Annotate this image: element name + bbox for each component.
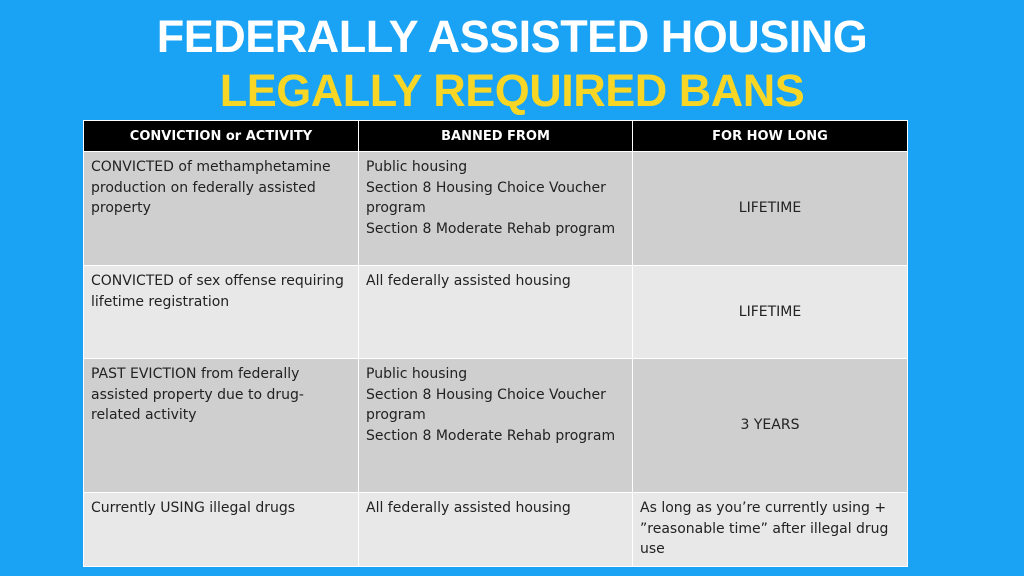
banned-from-item: All federally assisted housing <box>366 273 571 289</box>
banned-from-item: Public housing <box>366 366 468 382</box>
banned-from-cell <box>359 493 633 567</box>
title-line-2: LEGALLY REQUIRED BANS <box>219 65 805 116</box>
banned-from-item: Section 8 Housing Choice Voucher program <box>366 386 606 423</box>
title-line-1: FEDERALLY ASSISTED HOUSING <box>156 11 868 62</box>
banned-from-cell <box>359 152 633 266</box>
banned-from-item: Section 8 Moderate Rehab program <box>366 427 616 444</box>
table-header-row <box>84 121 908 152</box>
table-row <box>84 359 908 493</box>
duration-cell: 3 YEARS <box>633 359 908 493</box>
table-row <box>84 266 908 359</box>
conviction-cell: CONVICTED of sex offense requiring lifetime registration <box>84 266 359 359</box>
header-conviction: CONVICTION or ACTIVITY <box>84 121 359 152</box>
conviction-cell: CONVICTED of methamphetamine production on federally assisted property <box>84 152 359 266</box>
conviction-cell: Currently USING illegal drugs <box>84 493 359 567</box>
banned-from-item: Section 8 Moderate Rehab program <box>366 220 616 237</box>
banned-from-cell <box>359 266 633 359</box>
banned-from-item: Public housing <box>366 159 468 175</box>
banned-from-item: All federally assisted housing <box>366 500 571 516</box>
duration-cell: As long as you’re currently using + ”reasonable time” after illegal drug use <box>633 493 908 567</box>
header-banned-from: BANNED FROM <box>359 121 633 152</box>
header-duration: FOR HOW LONG <box>633 121 908 152</box>
banned-from-item: Section 8 Housing Choice Voucher program <box>366 179 606 216</box>
duration-cell: LIFETIME <box>633 266 908 359</box>
table-row <box>84 493 908 567</box>
slide-title <box>0 10 1024 118</box>
banned-from-cell <box>359 359 633 493</box>
duration-cell: LIFETIME <box>633 152 908 266</box>
bans-table <box>83 120 908 567</box>
table-row <box>84 152 908 266</box>
conviction-cell: PAST EVICTION from federally assisted property due to drug-related activity <box>84 359 359 493</box>
